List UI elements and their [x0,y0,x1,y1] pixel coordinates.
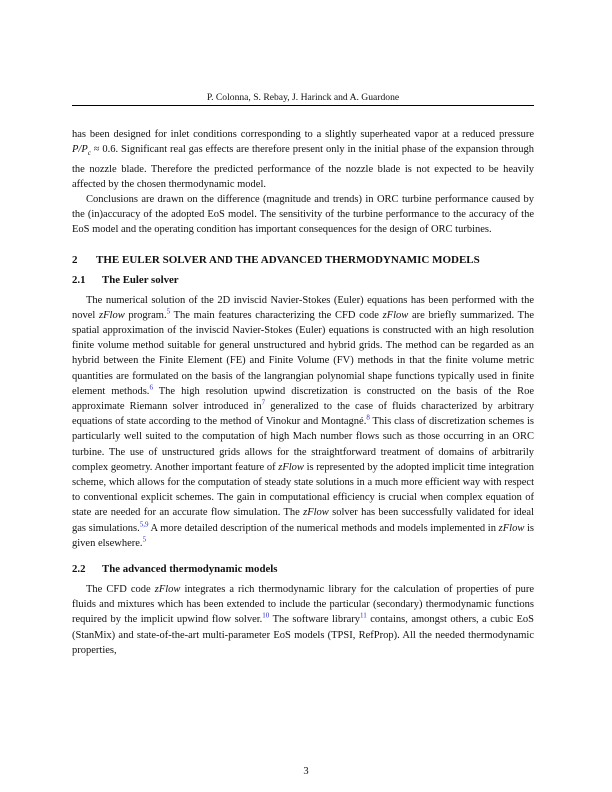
subsection-title: The advanced thermodynamic models [102,562,278,575]
citation-link[interactable]: 8 [366,413,370,422]
section-number: 2 [72,253,78,266]
citation-link[interactable]: 5,9 [139,520,149,529]
subsection-heading-2-1 [72,273,534,287]
running-head: P. Colonna, S. Rebay, J. Harinck and A. Guardone [206,92,400,103]
math-reduced-pressure: P/P [72,144,88,156]
paragraph-thermo-models: The CFD code zFlow integrates a rich thermodynamic library for the calculation of properties of pure fluids and mixtures which has been extended to include the particular (secondary) thermodynamic functions required by the implicit upwind flow solver.$^{10}$ The software library$^{11}$ contains, amongst others, a cubic EoS (StanMix) and state-of-the-art multi-parameter EoS models (TPSI, RefProp). All the needed thermodynamic properties, [72,583,534,656]
section-heading-2 [72,253,534,267]
math-subscript: c [87,149,91,158]
paragraph-intro-2: Conclusions are drawn on the difference (magnitude and trends) in ORC turbine performance caused by the (in)accuracy of the adopted EoS model. The sensitivity of the turbine performance to the accuracy of the EoS model and the operating condition has important consequences for the design of ORC turbines. [72,193,534,236]
subsection-title: The Euler solver [102,273,179,286]
subsection-heading-2-2 [72,562,534,576]
subsection-number: 2.2 [72,562,86,575]
body-text [72,127,534,658]
citation-link[interactable]: 5 [166,307,171,316]
citation-link[interactable]: 7 [261,398,266,407]
subsection-number: 2.1 [72,273,86,286]
paragraph-euler-solver: The numerical solution of the 2D inviscid Navier-Stokes (Euler) equations has been performed with the novel zFlow program.$^5$ The main features characterizing the CFD code zFlow are briefly summarized. The spatial approximation of the inviscid Navier-Stokes (Euler) equations is constructed with an high resolution finite volume method suitable for general unstructured and hybrid grids. The method can be regarded as an hybrid between the Finite Element (FE) and Finite Volume (FV) methods in that the finite volume metric quantities are formulated on the basis of the langrangian polynomial shape functions typically used in finite element methods.$^6$ The high resolution upwind discretization is constructed on the basis of the Roe approximate Riemann solver introduced in$^7$ generalized to the case of fluids characterized by arbitrary equations of state according to the method of Vinokur and Montagné.$^8$ This class of discretization schemes is particularly well suited to the computation of high Mach number flows such as those occurring in an ORC turbine. The use of unstructured grids allows for the straightforward treatment of domains of arbitrarily complex geometry. Another important feature of zFlow is represented by the adopted implicit time integration scheme, which allows for the computation of steady state solutions in a much more efficient way with respect to conventional explicit schemes. The gain in computational efficiency is crucial when complex equation of state are needed for an accurate flow simulation. The zFlow solver has been successfully validated for ideal gas simulations.$^{5,9}$ A more detailed description of the numerical methods and models implemented in zFlow is given elsewhere.$^5$ [72,294,534,549]
citation-link[interactable]: 11 [360,611,367,620]
citation-link[interactable]: 5 [142,535,147,544]
section-title: THE EULER SOLVER AND THE ADVANCED THERMODYNAMIC MODELS [96,253,480,266]
paragraph-intro-1: has been designed for inlet conditions corresponding to a slightly superheated vapor at a reduced pressure $P/P_c \approx 0.6$. Significant real gas effects are therefore present only in the initial phase of the expansion through the nozzle blade. Therefore the predicted performance of the nozzle blade is not expected to be heavily affected by the chosen thermodynamic model. [72,129,534,190]
page-number: 3 [303,766,309,777]
citation-link[interactable]: 10 [262,611,270,620]
citation-link[interactable]: 6 [149,383,153,392]
header-rule [72,105,534,106]
